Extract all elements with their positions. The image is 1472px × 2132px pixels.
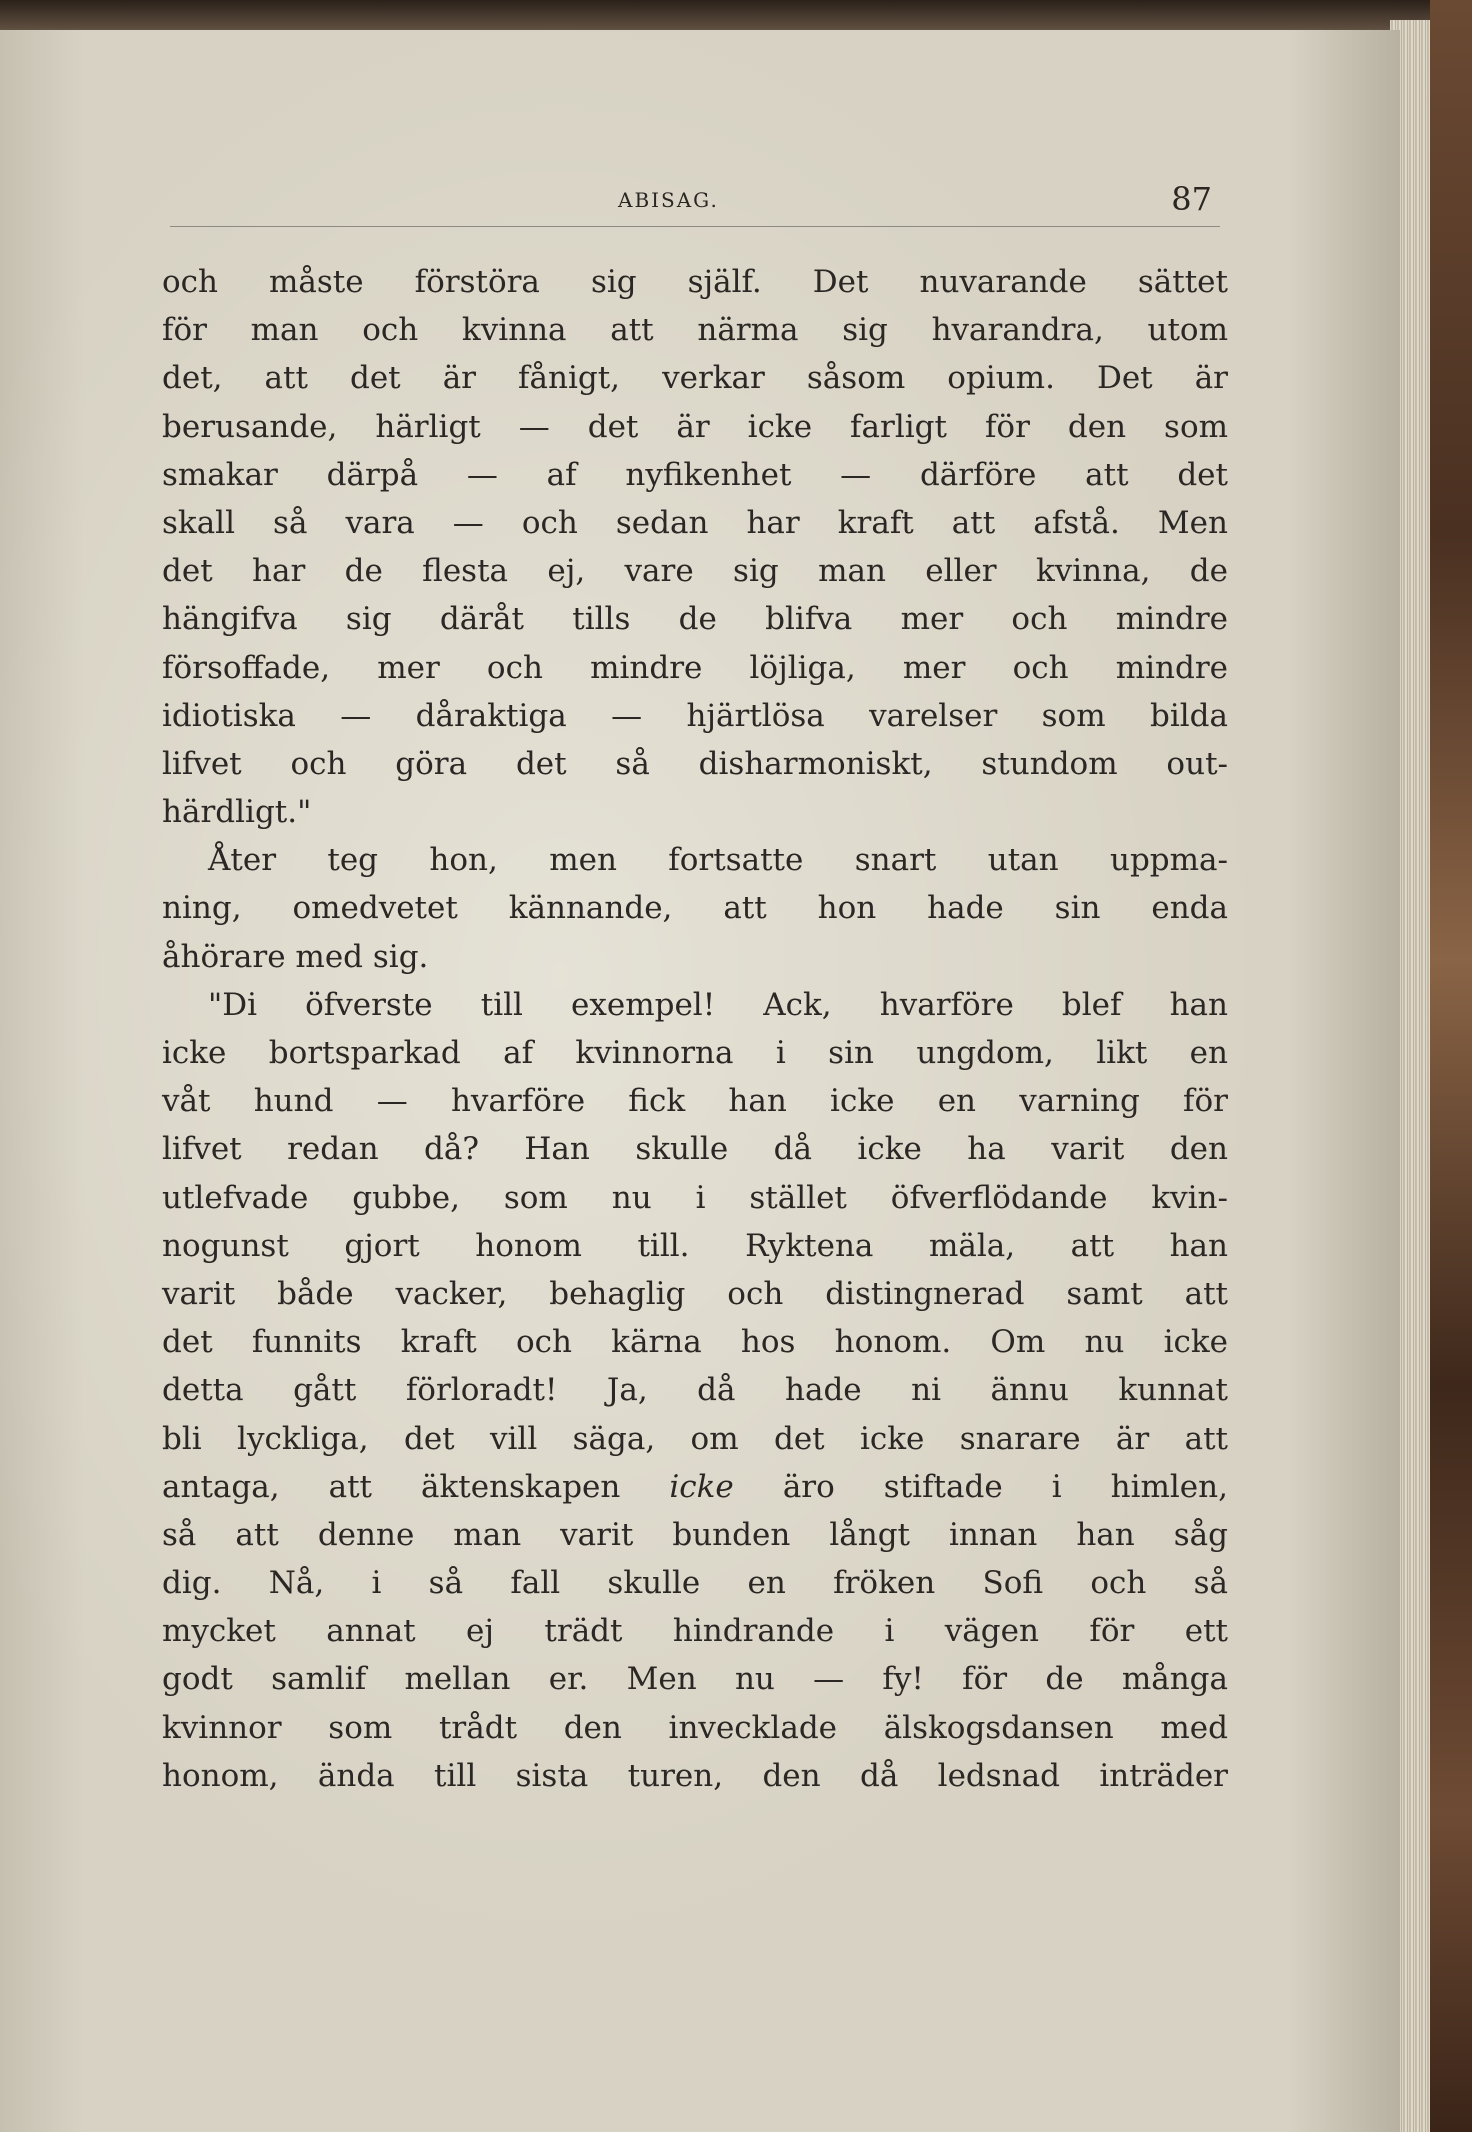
paragraph-start-line: Åter teg hon, men fortsatte snart utan uppma- [208,842,1228,879]
text-line: smakar därpå — af nyfikenhet — därföre att det [162,456,1228,493]
text-line: försoffade, mer och mindre löjliga, mer och mindre [162,649,1228,686]
italic-word: icke [669,1468,734,1505]
text-line: kvinnor som trådt den invecklade älskogsdansen med [162,1709,1228,1746]
text-line: det funnits kraft och kärna hos honom. Om nu icke [162,1324,1228,1361]
text-line: härdligt." [162,794,312,831]
text-line: dig. Nå, i så fall skulle en fröken Sofi och så [162,1565,1228,1602]
body-text [162,258,1228,1800]
paragraph-start-line: "Di öfverste till exempel! Ack, hvarföre blef han [208,986,1228,1023]
text-line-end: äro stiftade i himlen, [782,1468,1228,1505]
text-line: ning, omedvetet kännande, att hon hade sin enda [162,890,1228,927]
text-line: nogunst gjort honom till. Ryktena mäla, att han [162,1227,1228,1264]
book-spine [1430,0,1472,2132]
text-line-start: antaga, att äktenskapen [162,1468,621,1505]
text-line: icke bortsparkad af kvinnorna i sin ungdom, likt en [162,1035,1228,1071]
text-line: våt hund — hvarföre fick han icke en varning för [162,1083,1228,1120]
text-line: detta gått förloradt! Ja, då hade ni ännu kunnat [162,1372,1228,1409]
text-line: berusande, härligt — det är icke farligt för den som [162,408,1228,445]
text-line: det har de flesta ej, vare sig man eller kvinna, de [162,553,1228,590]
text-line: lifvet redan då? Han skulle då icke ha varit den [162,1131,1228,1168]
text-line: godt samlif mellan er. Men nu — fy! för de många [162,1661,1228,1698]
text-line-with-italic [162,1463,1228,1511]
text-line: idiotiska — dåraktiga — hjärtlösa varelser som bilda [162,697,1228,734]
text-line: det, att det är fånigt, verkar såsom opium. Det är [162,360,1228,397]
running-head [170,180,1220,227]
text-line: skall så vara — och sedan har kraft att afstå. Men [162,504,1228,541]
text-line: hängifva sig däråt tills de blifva mer och mindre [162,601,1228,638]
text-line: så att denne man varit bunden långt innan han såg [162,1516,1228,1553]
running-head-title: ABISAG. [618,188,719,212]
text-line: bli lyckliga, det vill säga, om det icke snarare är att [162,1420,1228,1457]
text-line: utlefvade gubbe, som nu i stället öfverflödande kvin- [162,1179,1228,1216]
text-line: och måste förstöra sig själf. Det nuvarande sättet [162,264,1228,300]
text-line: för man och kvinna att närma sig hvarandra, utom [162,312,1228,349]
text-line: åhörare med sig. [162,938,429,975]
text-line: honom, ända till sista turen, den då ledsnad inträder [162,1757,1228,1794]
page-number: 87 [1171,180,1212,218]
text-line: lifvet och göra det så disharmoniskt, stundom out- [162,745,1228,782]
text-line: varit både vacker, behaglig och distingnerad samt att [162,1275,1228,1312]
text-line: mycket annat ej trädt hindrande i vägen för ett [162,1613,1228,1650]
